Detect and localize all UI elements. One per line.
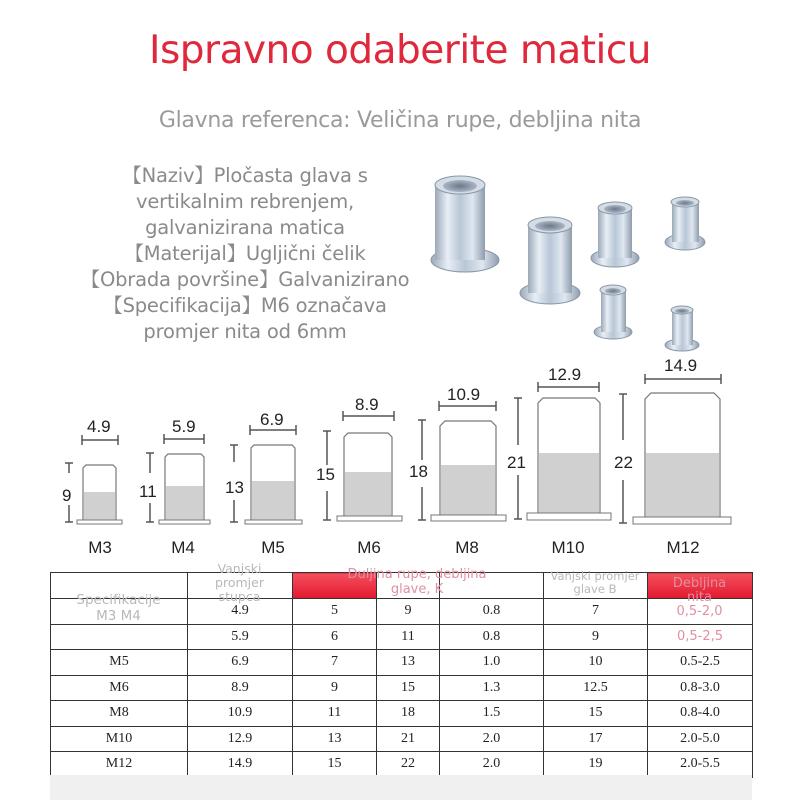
- dim-height-m10: 21: [507, 453, 526, 472]
- cell-diameter: 4.9: [188, 599, 293, 625]
- product-photo: [420, 160, 720, 355]
- cell-k: 2.0: [440, 752, 544, 778]
- size-label-m8: M8: [455, 538, 479, 557]
- size-label-m6: M6: [357, 538, 381, 557]
- cell-spec: M12: [51, 752, 188, 778]
- cell-length: 11: [377, 624, 440, 650]
- cell-diameter: 6.9: [188, 650, 293, 676]
- dim-width-m12: 14.9: [664, 356, 698, 375]
- header-outer-diameter-label: Vanjski promjer stupca: [215, 561, 264, 604]
- dim-height-m5: 13: [225, 478, 244, 497]
- cell-hole: 11: [293, 701, 377, 727]
- cell-thickness: 2.0-5.5: [648, 752, 753, 778]
- table-row: [51, 726, 753, 752]
- size-label-m5: M5: [261, 538, 285, 557]
- dim-height-m12: 22: [614, 453, 633, 472]
- dim-width-m3: 4.9: [87, 417, 111, 436]
- cell-k: 2.0: [440, 726, 544, 752]
- cell-length: 18: [377, 701, 440, 727]
- cell-hole: 5: [293, 599, 377, 625]
- dim-width-m4: 5.9: [172, 417, 196, 436]
- cell-thickness: 0,5-2,5: [648, 624, 753, 650]
- table-row: [51, 752, 753, 778]
- dim-width-m8: 10.9: [447, 385, 481, 404]
- cell-k: 1.5: [440, 701, 544, 727]
- size-label-m10: M10: [551, 538, 585, 557]
- dimension-drawings: [0, 355, 800, 565]
- cell-b: 17: [544, 726, 648, 752]
- cell-b: 12.5: [544, 675, 648, 701]
- cell-hole: 9: [293, 675, 377, 701]
- dim-height-m8: 18: [409, 462, 428, 481]
- cell-hole: 7: [293, 650, 377, 676]
- dim-width-m5: 6.9: [260, 410, 284, 429]
- size-label-m4: M4: [171, 538, 195, 557]
- desc-line: 【Obrada površine】Galvanizirano: [80, 268, 410, 291]
- cell-b: 9: [544, 624, 648, 650]
- cell-length: 15: [377, 675, 440, 701]
- cell-thickness: 0.8-3.0: [648, 675, 753, 701]
- cell-spec: M6: [51, 675, 188, 701]
- header-spec-label: Specifikacije M3 M4: [76, 592, 161, 624]
- table-row: [51, 675, 753, 701]
- header-hole-length-label: Duljina rupe, debljina glave, K: [347, 567, 487, 597]
- desc-line: 【Naziv】Pločasta glava s: [122, 164, 368, 187]
- cell-b: 15: [544, 701, 648, 727]
- cell-diameter: 14.9: [188, 752, 293, 778]
- cell-diameter: 12.9: [188, 726, 293, 752]
- size-label-m3: M3: [88, 538, 112, 557]
- cell-spec: M10: [51, 726, 188, 752]
- product-description: [55, 163, 435, 345]
- cell-hole: 13: [293, 726, 377, 752]
- bottom-background: [50, 775, 752, 800]
- cell-diameter: 5.9: [188, 624, 293, 650]
- cell-hole: 15: [293, 752, 377, 778]
- cell-thickness: 2.0-5.0: [648, 726, 753, 752]
- size-label-m12: M12: [666, 538, 700, 557]
- dim-height-m4: 11: [139, 482, 157, 501]
- desc-line: 【Materijal】Ugljični čelik: [124, 242, 366, 265]
- page-title: Ispravno odaberite maticu: [148, 28, 652, 73]
- table-row: [51, 701, 753, 727]
- cell-thickness: 0.5-2.5: [648, 650, 753, 676]
- rivet-nut-large: [431, 176, 499, 272]
- page-subtitle: Glavna referenca: Veličina rupe, debljina nita: [158, 108, 642, 133]
- desc-line: promjer nita od 6mm: [143, 320, 347, 343]
- dim-width-m10: 12.9: [548, 365, 582, 384]
- cell-spec: M8: [51, 701, 188, 727]
- cell-b: 19: [544, 752, 648, 778]
- dim-width-m6: 8.9: [355, 395, 379, 414]
- cell-thickness: 0.8-4.0: [648, 701, 753, 727]
- table-row: [51, 650, 753, 676]
- cell-b: 10: [544, 650, 648, 676]
- cell-b: 7: [544, 599, 648, 625]
- cell-k: 0.8: [440, 599, 544, 625]
- cell-k: 1.3: [440, 675, 544, 701]
- cell-length: 9: [377, 599, 440, 625]
- cell-hole: 6: [293, 624, 377, 650]
- table-row: [51, 624, 753, 650]
- cell-length: 22: [377, 752, 440, 778]
- desc-line: vertikalnim rebrenjem,: [135, 190, 355, 213]
- desc-line: galvanizirana matica: [145, 216, 345, 239]
- drawing-m12: [0, 355, 800, 565]
- header-head-diameter-label: Vanjski promjer glave B: [550, 569, 640, 596]
- header-rivet-thickness-label: Debljina nita 0,5-2,0: [672, 576, 727, 619]
- desc-line: 【Specifikacija】M6 označava: [103, 294, 387, 317]
- cell-diameter: 8.9: [188, 675, 293, 701]
- dim-height-m6: 15: [316, 465, 335, 484]
- dim-height-m3: 9: [62, 486, 72, 505]
- cell-length: 13: [377, 650, 440, 676]
- cell-k: 0.8: [440, 624, 544, 650]
- cell-spec: M5: [51, 650, 188, 676]
- cell-k: 1.0: [440, 650, 544, 676]
- cell-diameter: 10.9: [188, 701, 293, 727]
- cell-spec: [51, 624, 188, 650]
- cell-length: 21: [377, 726, 440, 752]
